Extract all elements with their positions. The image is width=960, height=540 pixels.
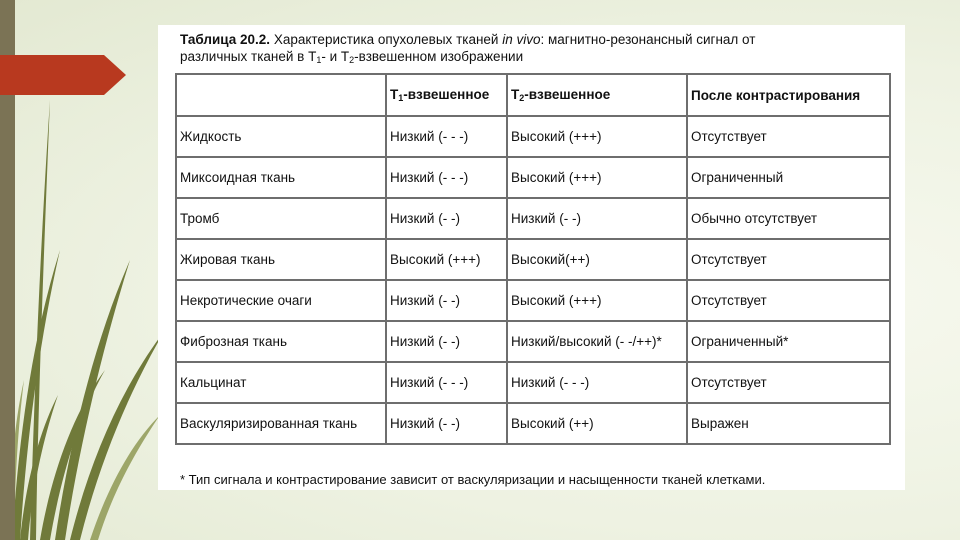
cell-t2: Высокий (+++)	[507, 116, 687, 157]
cell-contrast: Ограниченный	[687, 157, 890, 198]
mri-signal-table	[175, 73, 891, 445]
cell-tissue: Васкуляризированная ткань	[176, 403, 386, 444]
caption-line2-mid: - и Т	[321, 49, 350, 64]
table-row	[176, 157, 890, 198]
arrow-accent	[0, 55, 126, 95]
cell-tissue: Кальцинат	[176, 362, 386, 403]
cell-t1: Низкий (- -)	[386, 403, 507, 444]
cell-t1: Низкий (- -)	[386, 198, 507, 239]
table-row	[176, 116, 890, 157]
caption-text-cont: : магнитно-резонансный сигнал от	[540, 32, 756, 47]
document-image	[158, 25, 905, 490]
cell-contrast: Отсутствует	[687, 239, 890, 280]
cell-contrast: Ограниченный*	[687, 321, 890, 362]
caption-sub2: 2	[349, 55, 355, 65]
cell-t2: Низкий/высокий (- -/++)*	[507, 321, 687, 362]
table-footnote: * Тип сигнала и контрастирование зависит от васкуляризации и насыщенности тканей клетками.	[180, 472, 766, 487]
table-row	[176, 362, 890, 403]
cell-contrast: Отсутствует	[687, 116, 890, 157]
cell-tissue: Некротические очаги	[176, 280, 386, 321]
cell-contrast: Отсутствует	[687, 362, 890, 403]
caption-number: Таблица 20.2.	[180, 32, 271, 47]
caption-line2: различных тканей в Т	[180, 49, 317, 64]
header-contrast: После контрастирования	[687, 74, 890, 116]
cell-tissue: Жидкость	[176, 116, 386, 157]
cell-t1: Низкий (- -)	[386, 321, 507, 362]
cell-contrast: Обычно отсутствует	[687, 198, 890, 239]
cell-tissue: Жировая ткань	[176, 239, 386, 280]
header-t1: $Т_1$-взвешенное	[386, 74, 507, 116]
caption-italic: in vivo	[502, 32, 541, 47]
table-row	[176, 321, 890, 362]
cell-t2: Высокий (+++)	[507, 280, 687, 321]
cell-contrast: Отсутствует	[687, 280, 890, 321]
cell-t2: Высокий (++)	[507, 403, 687, 444]
cell-tissue: Тромб	[176, 198, 386, 239]
caption-line2-end: -взвешенном изображении	[354, 49, 524, 64]
header-t2: $Т_2$-взвешенное	[507, 74, 687, 116]
cell-t2: Низкий (- - -)	[507, 362, 687, 403]
caption-text: Характеристика опухолевых тканей	[273, 32, 499, 47]
cell-contrast: Выражен	[687, 403, 890, 444]
table-row	[176, 198, 890, 239]
cell-tissue: Миксоидная ткань	[176, 157, 386, 198]
header-tissue	[176, 74, 386, 116]
cell-t1: Высокий (+++)	[386, 239, 507, 280]
cell-t2: Низкий (- -)	[507, 198, 687, 239]
cell-tissue: Фиброзная ткань	[176, 321, 386, 362]
caption-sub1: 1	[316, 55, 322, 65]
table-header-row	[176, 74, 890, 116]
cell-t1: Низкий (- - -)	[386, 116, 507, 157]
cell-t2: Высокий(++)	[507, 239, 687, 280]
table-row	[176, 403, 890, 444]
cell-t1: Низкий (- - -)	[386, 157, 507, 198]
table-caption	[180, 31, 880, 69]
cell-t2: Высокий (+++)	[507, 157, 687, 198]
table-row	[176, 280, 890, 321]
cell-t1: Низкий (- -)	[386, 280, 507, 321]
table-row	[176, 239, 890, 280]
cell-t1: Низкий (- - -)	[386, 362, 507, 403]
